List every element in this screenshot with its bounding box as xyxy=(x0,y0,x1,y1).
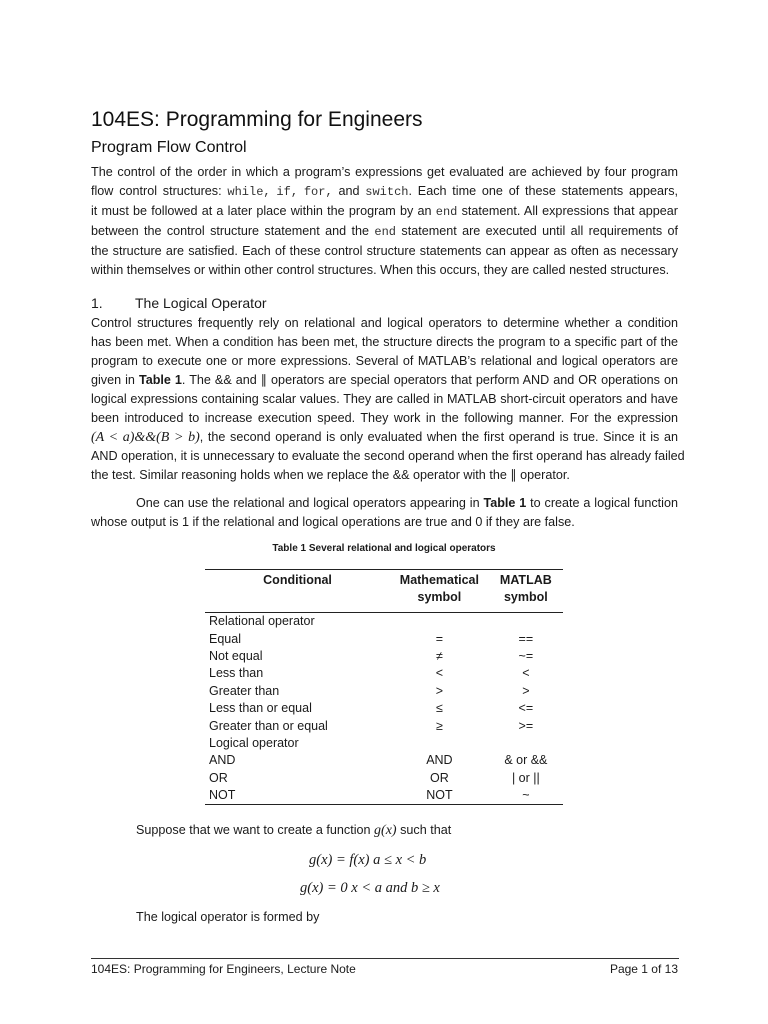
operator-name: Equal xyxy=(209,631,241,646)
table-group-row xyxy=(205,735,563,752)
paragraph-line: logical expressions containing scalar values. They are called in MATLAB short-circuit operators and have xyxy=(91,392,678,406)
intro-line: between the control structure statement and the end statement are executed until all requirements of xyxy=(91,224,678,239)
math-symbol: > xyxy=(435,683,444,698)
table-row xyxy=(205,787,563,805)
table-header-row xyxy=(205,570,563,613)
operator-name: Less than or equal xyxy=(209,701,312,716)
logical-operator-paragraph xyxy=(91,314,685,485)
table-row xyxy=(205,648,563,665)
paragraph-line: One can use the relational and logical operators appearing in Table 1 to create a logical function xyxy=(136,496,678,510)
page-number: Page 1 of 13 xyxy=(609,962,678,976)
paragraph-line: (A < a)&&(B > b), the second operand is only evaluated when the first operand is true. Since it is an xyxy=(91,430,678,445)
matlab-symbol: == xyxy=(518,631,534,646)
math-symbol: = xyxy=(435,631,444,646)
math-symbol: NOT xyxy=(426,788,453,803)
matlab-symbol: | or || xyxy=(511,770,540,785)
matlab-symbol: ~= xyxy=(518,648,534,663)
group-label: Logical operator xyxy=(209,735,299,750)
intro-paragraph xyxy=(91,163,678,280)
keyword-end: end xyxy=(374,225,397,239)
matlab-symbol: & or && xyxy=(504,753,548,768)
function-symbol: g(x) xyxy=(374,823,397,838)
table-reference: Table 1 xyxy=(138,373,182,387)
math-symbol: OR xyxy=(430,770,449,785)
table-row xyxy=(205,770,563,787)
footer-rule xyxy=(91,958,679,959)
keyword-if: if, xyxy=(276,185,299,199)
table-caption: Table 1 Several relational and logical operators xyxy=(272,543,496,554)
header-conditional: Conditional xyxy=(263,573,332,587)
section-number: 1. xyxy=(91,295,103,311)
paragraph-line: been introduced to increase execution speed. They work in the following manner. For the expression xyxy=(91,411,678,425)
table-row xyxy=(205,665,563,682)
math-symbol: AND xyxy=(426,753,453,768)
table-row xyxy=(205,683,563,700)
matlab-symbol: >= xyxy=(518,718,534,733)
operator-name: NOT xyxy=(209,788,236,803)
paragraph-line: the test. Similar reasoning holds when we replace the && operator with the ∥ operator. xyxy=(91,468,570,482)
operator-name: Not equal xyxy=(209,648,263,663)
group-label: Relational operator xyxy=(209,614,315,629)
intro-line: flow control structures: while, if, for, and switch. Each time one of these statements appears, xyxy=(91,184,679,199)
formed-text: The logical operator is formed by xyxy=(136,910,320,924)
intro-line: within themselves or within other control structures. When this occurs, they are called nested structures. xyxy=(91,263,670,277)
intro-line: it must be followed at a later place within the program by an end statement. All expressions that appear xyxy=(91,204,679,219)
suppose-text: Suppose that we want to create a function g(x) such that xyxy=(136,823,452,838)
equation-2: g(x) = 0 x < a and b ≥ x xyxy=(300,880,440,896)
math-symbol: ≥ xyxy=(435,718,443,733)
table-row xyxy=(205,700,563,717)
operator-name: OR xyxy=(209,770,228,785)
operator-name: Greater than xyxy=(209,683,280,698)
header-mathematical-symbol: Mathematical symbol xyxy=(399,573,479,604)
page-subtitle: Program Flow Control xyxy=(91,139,247,156)
operator-name: Less than xyxy=(209,666,264,681)
paragraph-line: Control structures frequently rely on relational and logical operators to determine whether a condition xyxy=(91,316,678,330)
page-title: 104ES: Programming for Engineers xyxy=(91,108,423,131)
paragraph-line: AND operation, it is unnecessary to evaluate the second operand when the first operand has already failed xyxy=(91,449,685,463)
matlab-symbol: > xyxy=(522,683,530,698)
intro-line: the structure are satisfied. Each of these control structure statements can appear as often as necessary xyxy=(91,244,678,258)
matlab-symbol: <= xyxy=(518,701,534,716)
keyword-switch: switch xyxy=(365,185,409,199)
table-row xyxy=(205,717,563,734)
footer-title: 104ES: Programming for Engineers, Lecture Note xyxy=(91,962,356,976)
matlab-symbol: < xyxy=(522,666,530,681)
operator-name: Greater than or equal xyxy=(209,718,328,733)
section-title: The Logical Operator xyxy=(135,295,267,311)
equation-1: g(x) = f(x) a ≤ x < b xyxy=(309,852,427,868)
header-matlab-symbol: MATLAB symbol xyxy=(499,573,552,604)
math-symbol: ≠ xyxy=(435,648,443,663)
matlab-symbol: ~ xyxy=(522,788,530,803)
math-symbol: < xyxy=(435,666,444,681)
paragraph-line: has been met. When a condition has been met, the structure directs the program to a specific part of the xyxy=(91,335,678,349)
paragraph-line: program to execute one or more expressions. Several of MATLAB’s relational and logical operators are xyxy=(91,354,678,368)
math-expression: (A < a)&&(B > b) xyxy=(91,430,200,445)
table-group-row xyxy=(205,613,563,631)
use-paragraph xyxy=(91,494,678,532)
keyword-for: for, xyxy=(303,185,333,199)
keyword-end: end xyxy=(435,205,458,219)
operator-name: AND xyxy=(209,753,236,768)
keyword-while: while, xyxy=(227,185,271,199)
table-row xyxy=(205,752,563,769)
paragraph-line: given in Table 1. The && and ∥ operators are special operators that perform AND and OR operations on xyxy=(91,373,678,387)
table-row xyxy=(205,630,563,647)
section-heading xyxy=(91,295,267,311)
operators-table xyxy=(205,569,563,805)
intro-line: The control of the order in which a program’s expressions get evaluated are achieved by four program xyxy=(91,165,678,179)
math-symbol: ≤ xyxy=(435,701,443,716)
paragraph-line: whose output is 1 if the relational and logical operations are true and 0 if they are false. xyxy=(91,515,575,529)
table-reference: Table 1 xyxy=(483,496,527,510)
